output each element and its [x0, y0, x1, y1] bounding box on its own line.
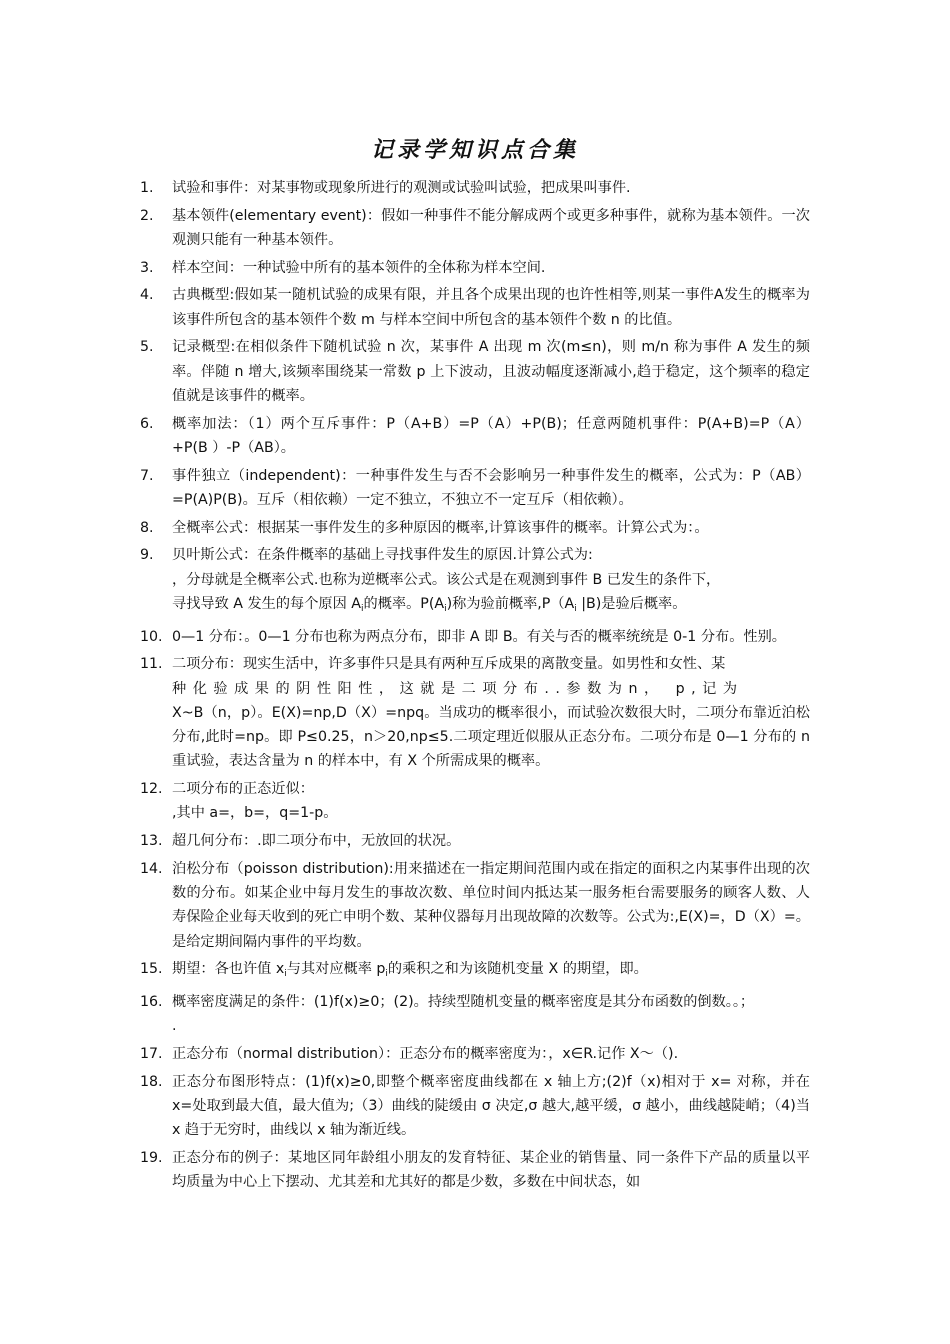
text-line: 种化验成果的阴性阳性，这就是二项分布..参数为n， p,记为: [172, 680, 744, 697]
item-number: 8.: [140, 519, 154, 536]
text-line: 贝叶斯公式：在条件概率的基础上寻找事件发生的原因.计算公式为:: [172, 547, 593, 564]
text-line: ,其中 a=，b=，q=1-p。: [172, 805, 338, 822]
text-line: 概率密度满足的条件：(1)f(x)≥0；(2)。持续型随机变量的概率密度是其分布函数的倒数。。；: [172, 994, 755, 1011]
list-item: [140, 957, 810, 986]
item-number: 3.: [140, 259, 154, 276]
item-text: [172, 652, 810, 773]
text-line: 二项分布：现实生活中，许多事件只是具有两种互斥成果的离散变量。如男性和女性、某: [172, 656, 726, 673]
list-item: [140, 1070, 810, 1143]
list-item: [140, 256, 810, 280]
item-text: 概率加法：（1）两个互斥事件：P（A+B）=P（A）+P(B)；任意两随机事件：P(A+B)=P（A）+P(B ）-P（AB）。: [172, 415, 810, 456]
text-line: ，分母就是全概率公式.也称为逆概率公式。该公式是在观测到事件 B 已发生的条件下，: [172, 571, 721, 588]
item-text: [172, 777, 810, 826]
text-line: X~B（n，p）。E(X)=np,D（X）=npq。当成功的概率很小，而试验次数很大时，二项分布靠近泊松分布,此时=np。即 P≤0.25，n＞20,np≤5.二项定理近似服从正态分布。二项分布是 0—1 分布的 n 重试验，表达含量为 n 的样本中，有 X 个所需成果的概率。: [172, 704, 810, 770]
text-line: .: [172, 1018, 177, 1035]
text-run: |B)是验后概率。: [576, 595, 687, 612]
text-run: 的概率。P(A: [363, 595, 445, 612]
list-item: [140, 1042, 810, 1066]
subscript: i: [284, 969, 287, 980]
item-text: [172, 990, 810, 1039]
document-title: 记录学知识点合集: [370, 137, 579, 163]
item-number: 17.: [140, 1046, 163, 1063]
item-text: 正态分布（normal distribution）：正态分布的概率密度为：，x∈R.记作 X～（).: [172, 1046, 679, 1063]
list-item: [140, 777, 810, 826]
item-text: 超几何分布：.即二项分布中，无放回的状况。: [172, 833, 461, 850]
item-text: 正态分布图形特点：(1)f(x)≥0,即整个概率密度曲线都在 x 轴上方;(2)f（x)相对于 x= 对称，并在 x=处取到最大值，最大值为;（3）曲线的陡缓由 σ 决定,σ 越大,越平缓，σ 越小，曲线越陡峭；（4)当 x 趋于无穷时，曲线以 x 轴为渐近线。: [172, 1073, 810, 1139]
item-number: 11.: [140, 656, 163, 673]
list-item: [140, 625, 810, 649]
item-number: 4.: [140, 287, 154, 304]
item-number: 13.: [140, 833, 163, 850]
item-text: 古典概型:假如某一随机试验的成果有限，并且各个成果出现的也许性相等,则某一事件A发生的概率为该事件所包含的基本领件个数 m 与样本空间中所包含的基本领件个数 n 的比值。: [172, 287, 810, 328]
item-text: 0—1 分布：。0—1 分布也称为两点分布，即非 A 即 B。有关与否的概率统统是 0-1 分布。性别。: [172, 628, 786, 645]
list-item: [140, 990, 810, 1039]
text-run: 与其对应概率 p: [286, 961, 386, 978]
subscript: i: [574, 603, 577, 614]
knowledge-list: [140, 176, 810, 1198]
item-number: 6.: [140, 415, 154, 432]
list-item: [140, 829, 810, 853]
text-run: )称为验前概率,P（A: [446, 595, 575, 612]
list-item: [140, 176, 810, 200]
item-number: 18.: [140, 1073, 163, 1090]
text-line: 二项分布的正态近似：: [172, 781, 314, 798]
item-number: 15.: [140, 961, 163, 978]
item-text: 泊松分布（poisson distribution):用来描述在一指定期间范围内或在指定的面积之内某事件出现的次数的分布。如某企业中每月发生的事故次数、单位时间内抵达某一服务柜台需要服务的顾客人数、人寿保险企业每天收到的死亡申明个数、某种仪器每月出现故障的次数等。公式为:,E(X)=，D（X）=。是给定期间隔内事件的平均数。: [172, 860, 810, 950]
subscript: i: [444, 603, 447, 614]
text-line: [172, 592, 810, 621]
item-text: 试验和事件：对某事物或现象所进行的观测或试验叫试验，把成果叫事件.: [172, 180, 631, 196]
list-item: [140, 652, 810, 773]
subscript: i: [385, 969, 388, 980]
subscript: i: [361, 603, 364, 614]
item-number: 1.: [140, 180, 154, 196]
item-number: 9.: [140, 547, 154, 564]
item-number: 19.: [140, 1150, 163, 1167]
item-number: 14.: [140, 860, 163, 877]
list-item: [140, 283, 810, 332]
item-text: [172, 957, 810, 986]
item-text: [172, 543, 810, 621]
item-number: 2.: [140, 207, 154, 224]
item-text: 记录概型:在相似条件下随机试验 n 次，某事件 A 出现 m 次(m≤n)，则 m/n 称为事件 A 发生的频率。伴随 n 增大,该频率围绕某一常数 p 上下波动，且波动幅度逐渐减小,趋于稳定，这个频率的稳定值就是该事件的概率。: [172, 339, 810, 404]
item-number: 12.: [140, 781, 163, 798]
item-text: 事件独立（independent)：一种事件发生与否不会影响另一种事件发生的概率，公式为：P（AB）=P(A)P(B)。互斥（相依赖）一定不独立，不独立不一定互斥（相依赖）。: [172, 467, 810, 508]
list-item: [140, 1146, 810, 1195]
list-item: [140, 543, 810, 621]
text-run: 的乘积之和为该随机变量 X 的期望，即。: [387, 961, 648, 978]
text-run: 期望：各也许值 x: [172, 961, 285, 978]
text-run: 寻找导致 A 发生的每个原因 A: [172, 595, 362, 612]
item-number: 7.: [140, 467, 154, 484]
list-item: [140, 516, 810, 540]
item-number: 5.: [140, 339, 154, 356]
list-item: [140, 464, 810, 513]
item-text: 样本空间：一种试验中所有的基本领件的全体称为样本空间.: [172, 259, 546, 276]
item-text: 正态分布的例子：某地区同年龄组小朋友的发育特征、某企业的销售量、同一条件下产品的质量以平均质量为中心上下摆动、尤其差和尤其好的都是少数，多数在中间状态，如: [172, 1150, 810, 1191]
list-item: [140, 335, 810, 408]
item-number: 16.: [140, 994, 163, 1011]
item-number: 10.: [140, 628, 163, 645]
list-item: [140, 412, 810, 461]
item-text: 基本领件(elementary event)：假如一种事件不能分解成两个或更多种事件，就称为基本领件。一次观测只能有一种基本领件。: [172, 207, 810, 248]
list-item: [140, 857, 810, 954]
list-item: [140, 204, 810, 253]
item-text: 全概率公式：根据某一事件发生的多种原因的概率,计算该事件的概率。计算公式为：。: [172, 519, 709, 536]
